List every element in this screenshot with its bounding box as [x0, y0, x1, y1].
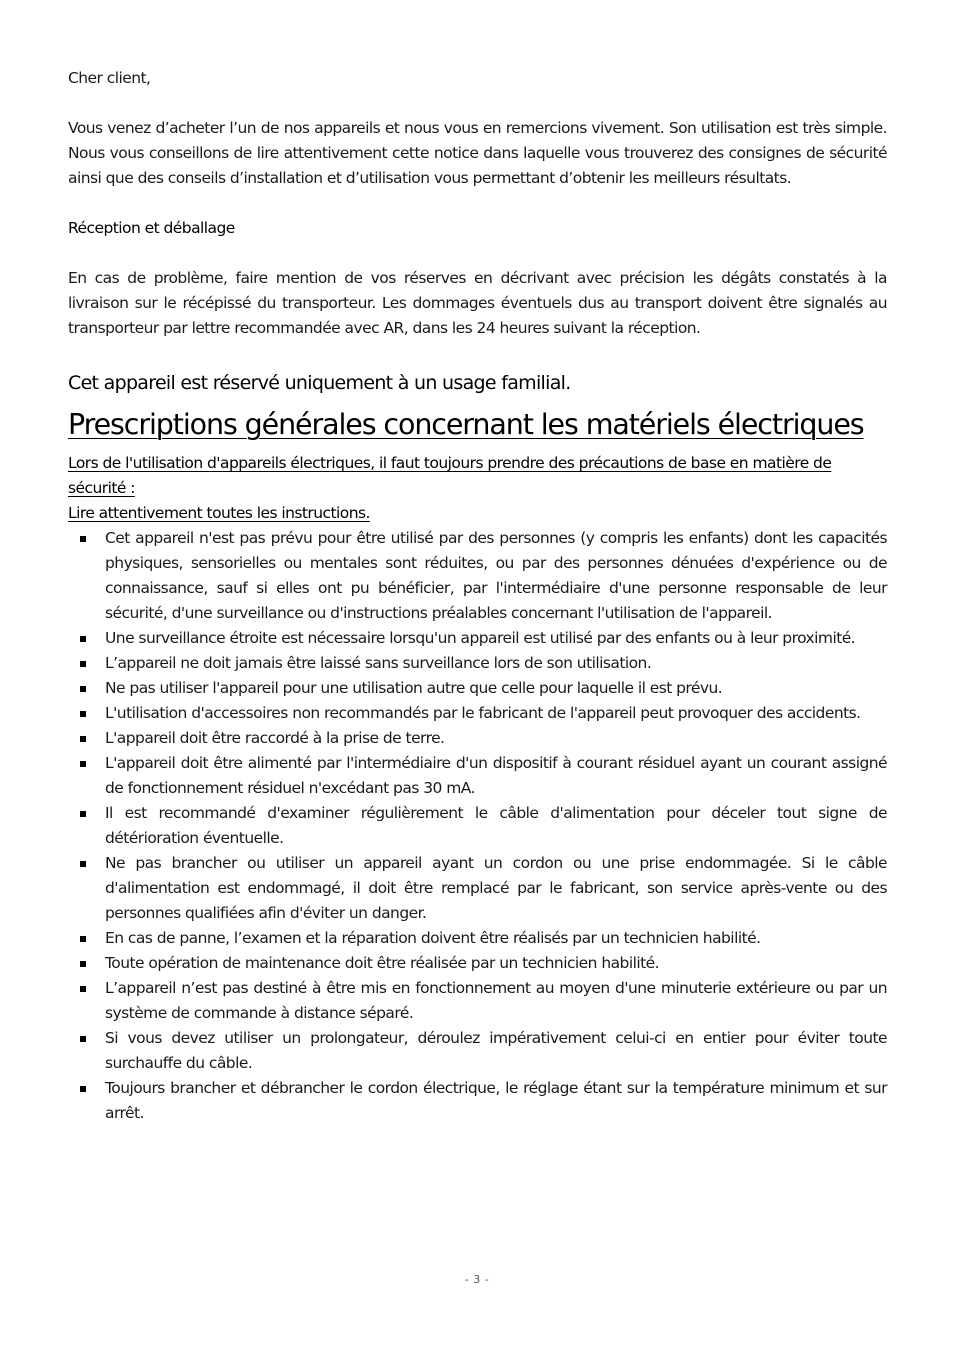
- prescriptions-instruction: Lire attentivement toutes les instructions.: [68, 504, 370, 522]
- list-item: L'utilisation d'accessoires non recommandés par le fabricant de l'appareil peut provoquer des accidents.: [68, 701, 887, 726]
- prescriptions-heading: Prescriptions générales concernant les matériels électriques: [68, 408, 864, 441]
- list-item: Ne pas brancher ou utiliser un appareil ayant un cordon ou une prise endommagée. Si le câble d'alimentation est endommagé, il doit être remplacé par le fabricant, son service après-vente ou des personnes qualifiées afin d'éviter un danger.: [68, 851, 887, 926]
- square-bullet-icon: [80, 636, 86, 642]
- page-number: - 3 -: [464, 1273, 490, 1286]
- list-item: L’appareil ne doit jamais être laissé sans surveillance lors de son utilisation.: [68, 651, 887, 676]
- greeting: Cher client,: [68, 69, 151, 87]
- square-bullet-icon: [80, 761, 86, 767]
- safety-rules-list: [68, 526, 887, 1126]
- list-item: Cet appareil n'est pas prévu pour être utilisé par des personnes (y compris les enfants) dont les capacités physiques, sensorielles ou mentales sont réduites, ou par des personnes dénuées d'expérience ou de connaissance, sauf si elles ont pu bénéficier, par l'intermédiaire d'une personne responsable de leur sécurité, d'une surveillance ou d'instructions préalables concernant l'utilisation de l'appareil.: [68, 526, 887, 626]
- square-bullet-icon: [80, 811, 86, 817]
- square-bullet-icon: [80, 736, 86, 742]
- list-item: Toute opération de maintenance doit être réalisée par un technicien habilité.: [68, 951, 887, 976]
- square-bullet-icon: [80, 961, 86, 967]
- square-bullet-icon: [80, 1086, 86, 1092]
- list-item: Il est recommandé d'examiner régulièrement le câble d'alimentation pour déceler tout signe de détérioration éventuelle.: [68, 801, 887, 851]
- square-bullet-icon: [80, 711, 86, 717]
- list-item: Toujours brancher et débrancher le cordon électrique, le réglage étant sur la température minimum et sur arrêt.: [68, 1076, 887, 1126]
- list-item: L'appareil doit être raccordé à la prise de terre.: [68, 726, 887, 751]
- prescriptions-intro: Lors de l'utilisation d'appareils électriques, il faut toujours prendre des précautions de base en matière de sécurité :: [68, 454, 832, 497]
- list-item: L'appareil doit être alimenté par l'intermédiaire d'un dispositif à courant résiduel ayant un courant assigné de fonctionnement résiduel n'excédant pas 30 mA.: [68, 751, 887, 801]
- list-item: Une surveillance étroite est nécessaire lorsqu'un appareil est utilisé par des enfants ou à leur proximité.: [68, 626, 887, 651]
- list-item: En cas de panne, l’examen et la réparation doivent être réalisés par un technicien habilité.: [68, 926, 887, 951]
- square-bullet-icon: [80, 661, 86, 667]
- square-bullet-icon: [80, 936, 86, 942]
- reception-paragraph: En cas de problème, faire mention de vos réserves en décrivant avec précision les dégâts constatés à la livraison sur le récépissé du transporteur. Les dommages éventuels dus au transport doivent être signalés au transporteur par lettre recommandée avec AR, dans les 24 heures suivant la réception.: [68, 269, 887, 337]
- usage-note: Cet appareil est réservé uniquement à un usage familial.: [68, 372, 571, 394]
- document-page: [68, 66, 887, 1126]
- square-bullet-icon: [80, 1036, 86, 1042]
- reception-heading: Réception et déballage: [68, 219, 235, 237]
- square-bullet-icon: [80, 861, 86, 867]
- list-item: L’appareil n’est pas destiné à être mis en fonctionnement au moyen d'une minuterie extérieure ou par un système de commande à distance séparé.: [68, 976, 887, 1026]
- list-item: Ne pas utiliser l'appareil pour une utilisation autre que celle pour laquelle il est prévu.: [68, 676, 887, 701]
- intro-paragraph: Vous venez d’acheter l’un de nos appareils et nous vous en remercions vivement. Son utilisation est très simple. Nous vous conseillons de lire attentivement cette notice dans laquelle vous trouverez des consignes de sécurité ainsi que des conseils d’installation et d’utilisation vous permettant d’obtenir les meilleurs résultats.: [68, 119, 887, 187]
- list-item: Si vous devez utiliser un prolongateur, déroulez impérativement celui-ci en entier pour éviter toute surchauffe du câble.: [68, 1026, 887, 1076]
- square-bullet-icon: [80, 536, 86, 542]
- square-bullet-icon: [80, 686, 86, 692]
- square-bullet-icon: [80, 986, 86, 992]
